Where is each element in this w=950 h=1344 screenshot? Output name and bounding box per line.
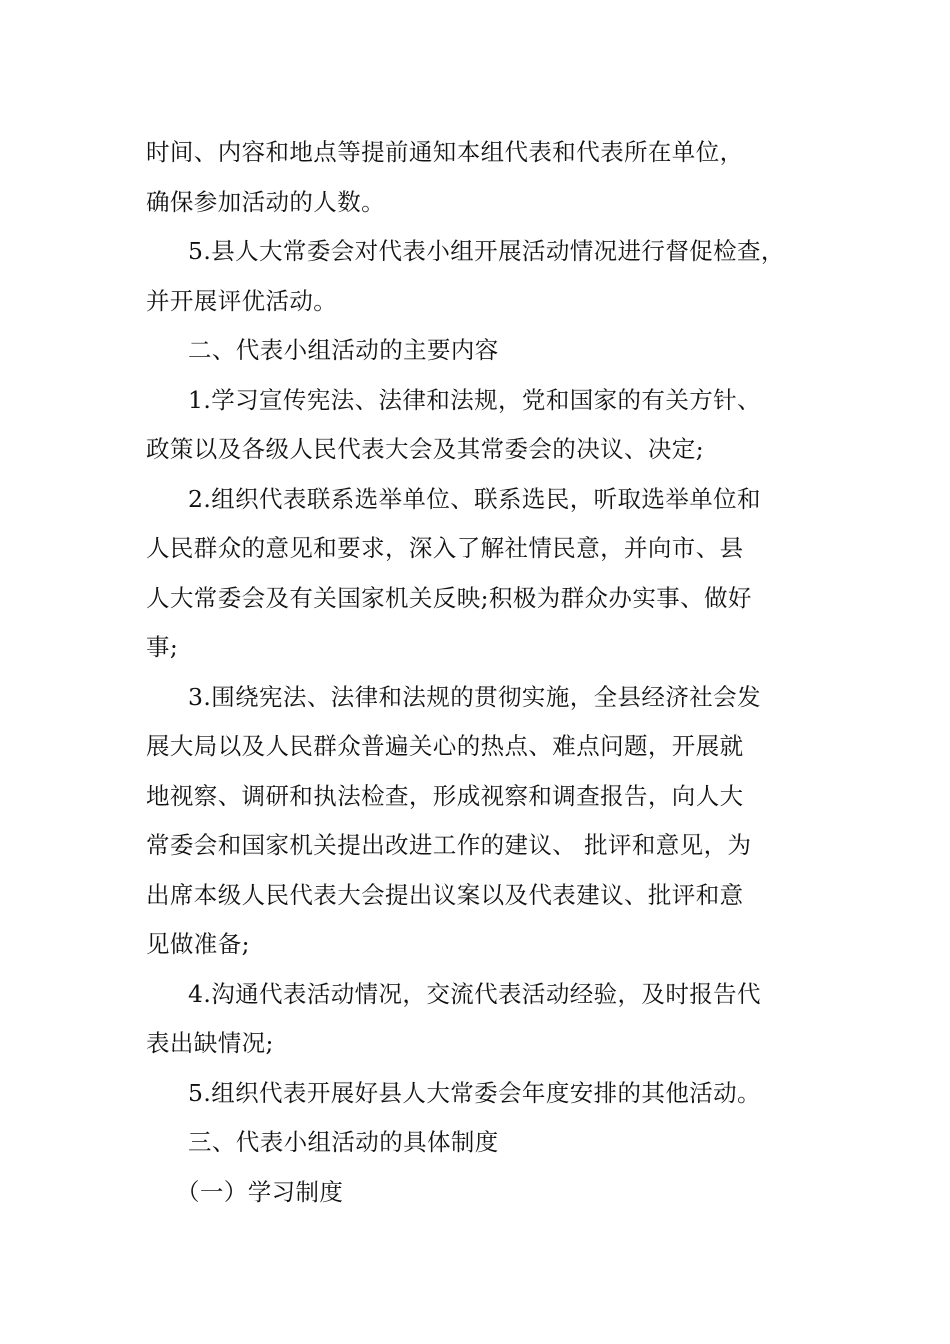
paragraph-line: 出席本级人民代表大会提出议案以及代表建议、批评和意 [146, 880, 744, 909]
paragraph-line: 常委会和国家机关提出改进工作的建议、 批评和意见，为 [146, 831, 752, 859]
list-item-line: 1.学习宣传宪法、法律和法规，党和国家的有关方针、 [188, 385, 761, 414]
list-item-line: 5.县人大常委会对代表小组开展活动情况进行督促检查， [188, 237, 785, 265]
subsection-heading: （一）学习制度 [176, 1177, 344, 1206]
paragraph-line: 并开展评优活动。 [146, 286, 338, 315]
list-item-line: 3.围绕宪法、法律和法规的贯彻实施，全县经济社会发 [188, 682, 761, 711]
list-item-line: 4.沟通代表活动情况，交流代表活动经验，及时报告代 [188, 979, 761, 1008]
paragraph-line: 地视察、调研和执法检查，形成视察和调查报告，向人大 [146, 781, 744, 810]
paragraph-line: 展大局以及人民群众普遍关心的热点、难点问题，开展就 [146, 732, 744, 760]
document-body [146, 128, 811, 1217]
paragraph-line: 政策以及各级人民代表大会及其常委会的决议、决定; [146, 435, 705, 463]
paragraph-line: 事; [146, 633, 179, 661]
paragraph-line: 人大常委会及有关国家机关反映;积极为群众办实事、做好 [146, 583, 752, 612]
section-heading: 三、代表小组活动的具体制度 [188, 1128, 499, 1156]
paragraph-line: 确保参加活动的人数。 [146, 187, 385, 216]
paragraph-line: 时间、内容和地点等提前通知本组代表和代表所在单位， [146, 138, 744, 166]
paragraph-line: 人民群众的意见和要求，深入了解社情民意，并向市、县 [146, 534, 744, 562]
list-item-line: 2.组织代表联系选举单位、联系选民，听取选举单位和 [188, 484, 761, 513]
list-item-line: 5.组织代表开展好县人大常委会年度安排的其他活动。 [188, 1078, 761, 1107]
paragraph-line: 表出缺情况; [146, 1029, 274, 1057]
section-heading: 二、代表小组活动的主要内容 [188, 336, 499, 364]
paragraph-line: 见做准备; [146, 930, 250, 958]
